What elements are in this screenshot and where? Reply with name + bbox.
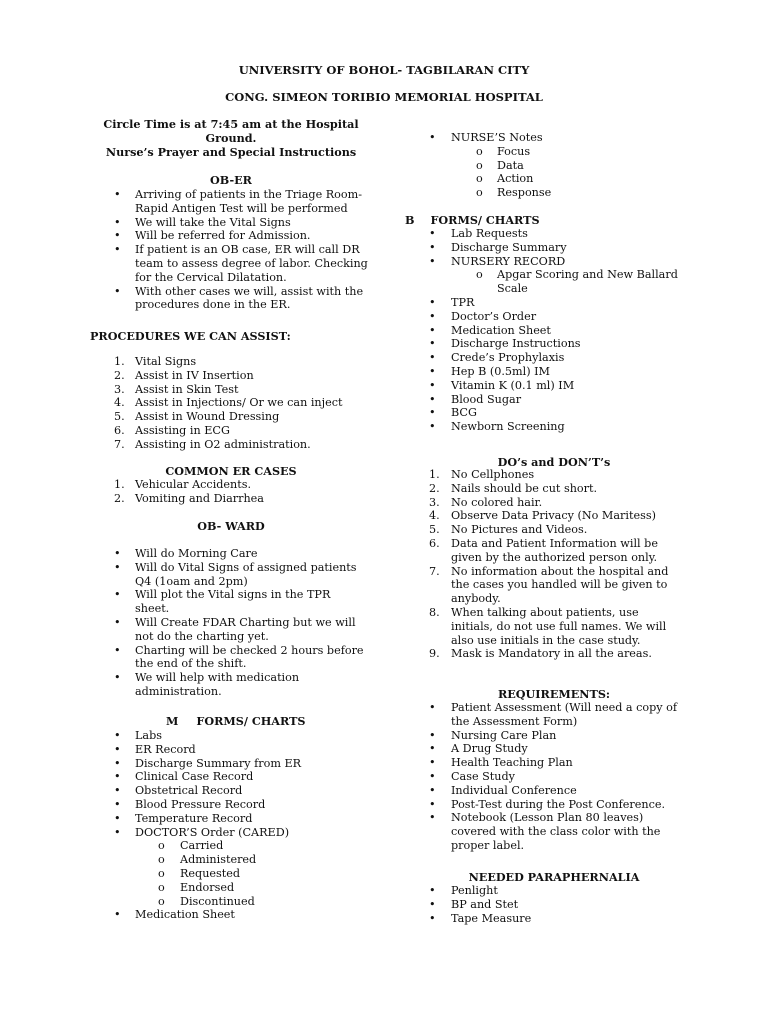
list-item: • A Drug Study (429, 742, 528, 756)
list-item: 4. Assist in Injections/ Or we can inject (114, 396, 343, 410)
list-item: • Discharge Summary (429, 240, 567, 254)
list-item: • Blood Sugar (429, 392, 522, 406)
list-item: 1. Vehicular Accidents. (114, 478, 252, 491)
list-item: • With other cases we will, assist with the procedures done in the ER. (114, 284, 364, 312)
list-item: 1. No Cellphones (429, 468, 535, 481)
list-item: 9. Mask is Mandatory in all the areas. (429, 647, 652, 661)
requirements-list (429, 701, 709, 853)
intro-line-2: Ground. (205, 131, 257, 145)
intro-line-1: Circle Time is at 7:45 am at the Hospital (103, 117, 359, 131)
list-item: • Tape Measure (429, 911, 532, 925)
nursery-sublist (429, 268, 709, 296)
list-item: • Clinical Case Record (114, 770, 254, 784)
list-item: 4. Observe Data Privacy (No Maritess) (429, 509, 656, 523)
sub-list-item: o Apgar Scoring and New Ballard Scale (476, 268, 678, 296)
list-item: • Will be referred for Admission. (114, 229, 311, 243)
list-item: 2. Vomiting and Diarrhea (114, 491, 264, 505)
procedures-heading: PROCEDURES WE CAN ASSIST: (90, 329, 291, 343)
list-item: • Individual Conference (429, 783, 577, 797)
list-item: 1. Vital Signs (114, 355, 197, 368)
obward-heading: OB- WARD (197, 519, 265, 533)
list-item: 2. Nails should be cut short. (429, 481, 598, 495)
list-item: • Will do Morning Care (114, 547, 258, 560)
b-forms-letter: B (405, 213, 415, 227)
list-item: • Penlight (429, 884, 498, 897)
common-er-heading: COMMON ER CASES (165, 464, 297, 478)
list-item: • Medication Sheet (114, 908, 235, 922)
list-item: • Health Teaching Plan (429, 756, 573, 770)
list-item: 6. Assisting in ECG (114, 423, 230, 437)
paraphernalia-heading: NEEDED PARAPHERNALIA (468, 870, 640, 884)
list-item: • ER Record (114, 742, 196, 756)
sub-list-item: o Data (476, 158, 524, 172)
list-item: • Nursing Care Plan (429, 728, 557, 742)
list-item: • DOCTOR’S Order (CARED) (114, 825, 290, 839)
list-item: • Newborn Screening (429, 420, 565, 434)
sub-list-item: o Focus (476, 144, 531, 158)
sub-list-item: o Requested (158, 866, 241, 880)
list-item: • Charting will be checked 2 hours before the end of the shift. (114, 643, 364, 671)
ober-list (114, 188, 374, 312)
list-item: • Medication Sheet (429, 323, 551, 337)
m-forms-title: FORMS/ CHARTS (196, 714, 306, 728)
list-item: • Post-Test during the Post Conference. (429, 797, 666, 811)
list-item: • If patient is an OB case, ER will call DR team to assess degree of labor. Checking for the Cervical Dilatation. (114, 243, 368, 284)
document-title: UNIVERSITY OF BOHOL- TAGBILARAN CITY (238, 63, 530, 77)
list-item: 6. Data and Patient Information will be given by the authorized person only. (429, 536, 658, 564)
list-item: • We will take the Vital Signs (114, 215, 291, 229)
list-item: • Will Create FDAR Charting but we will not do the charting yet. (114, 615, 356, 643)
sub-list-item: o Action (476, 172, 534, 186)
procedures-list (114, 355, 374, 452)
list-item: • Blood Pressure Record (114, 797, 266, 811)
list-item: 3. Assist in Skin Test (114, 382, 239, 396)
intro-line-3: Nurse’s Prayer and Special Instructions (105, 145, 357, 159)
list-item: • Discharge Instructions (429, 337, 581, 351)
list-item: • TPR (429, 295, 475, 309)
list-item: • Discharge Summary from ER (114, 756, 302, 770)
hospital-name: CONG. SIMEON TORIBIO MEMORIAL HOSPITAL (225, 90, 543, 104)
list-item: • Will plot the Vital signs in the TPR sheet. (114, 588, 331, 616)
list-item: • We will help with medication administration. (114, 671, 300, 698)
list-item: • Crede’s Prophylaxis (429, 351, 565, 365)
m-forms-list (114, 729, 374, 922)
list-item: • NURSE’S Notes (429, 131, 543, 144)
b-forms-heading (405, 213, 540, 227)
nurses-notes-sublist (429, 145, 699, 200)
dos-list (429, 468, 709, 661)
list-item: • Obstetrical Record (114, 784, 243, 798)
ober-heading: OB-ER (210, 173, 252, 187)
list-item: • Will do Vital Signs of assigned patients Q4 (1oam and 2pm) (114, 560, 357, 588)
list-item: 5. Assist in Wound Dressing (114, 410, 280, 424)
sub-list-item: o Discontinued (158, 894, 255, 908)
paraphernalia-list (429, 884, 709, 925)
list-item: 8. When talking about patients, use initials, do not use full names. We will also use initials in the case study. (429, 605, 667, 647)
list-item: • Temperature Record (114, 811, 253, 825)
list-item: 2. Assist in IV Insertion (114, 368, 254, 382)
list-item: • Lab Requests (429, 227, 528, 240)
list-item: 7. Assisting in O2 administration. (114, 437, 311, 451)
list-item: • Doctor’s Order (429, 309, 537, 323)
list-item: • NURSERY RECORD (429, 254, 566, 268)
sub-list-item: o Carried (158, 839, 224, 853)
b-forms-list (429, 227, 709, 434)
list-item: 5. No Pictures and Videos. (429, 523, 588, 537)
common-er-list (114, 478, 374, 506)
nurses-notes (429, 131, 699, 200)
requirements-heading: REQUIREMENTS: (497, 687, 611, 701)
dos-heading: DO’s and DON’T’s (497, 455, 611, 469)
m-forms-heading (166, 714, 305, 728)
m-forms-letter: M (166, 714, 179, 728)
list-item: • BCG (429, 406, 477, 420)
intro-block (90, 117, 372, 159)
cared-sublist (114, 839, 374, 908)
list-item: • Case Study (429, 769, 515, 783)
list-item: • Patient Assessment (Will need a copy of the Assessment Form) (429, 701, 678, 728)
list-item: 7. No information about the hospital and the cases you handled will be given to anybody. (429, 564, 669, 606)
list-item: • Hep B (0.5ml) IM (429, 364, 551, 378)
list-item: • BP and Stet (429, 897, 519, 911)
b-forms-title: FORMS/ CHARTS (430, 213, 540, 227)
sub-list-item: o Response (476, 186, 552, 200)
sub-list-item: o Endorsed (158, 880, 235, 894)
list-item: • Vitamin K (0.1 ml) IM (429, 378, 575, 392)
sub-list-item: o Administered (158, 853, 257, 867)
obward-list (114, 547, 374, 699)
list-item: • Notebook (Lesson Plan 80 leaves) covered with the class color with the proper label. (429, 811, 661, 852)
list-item: • Labs (114, 729, 163, 742)
list-item: 3. No colored hair. (429, 495, 543, 509)
list-item: • Arriving of patients in the Triage Room- Rapid Antigen Test will be performed (114, 188, 363, 215)
